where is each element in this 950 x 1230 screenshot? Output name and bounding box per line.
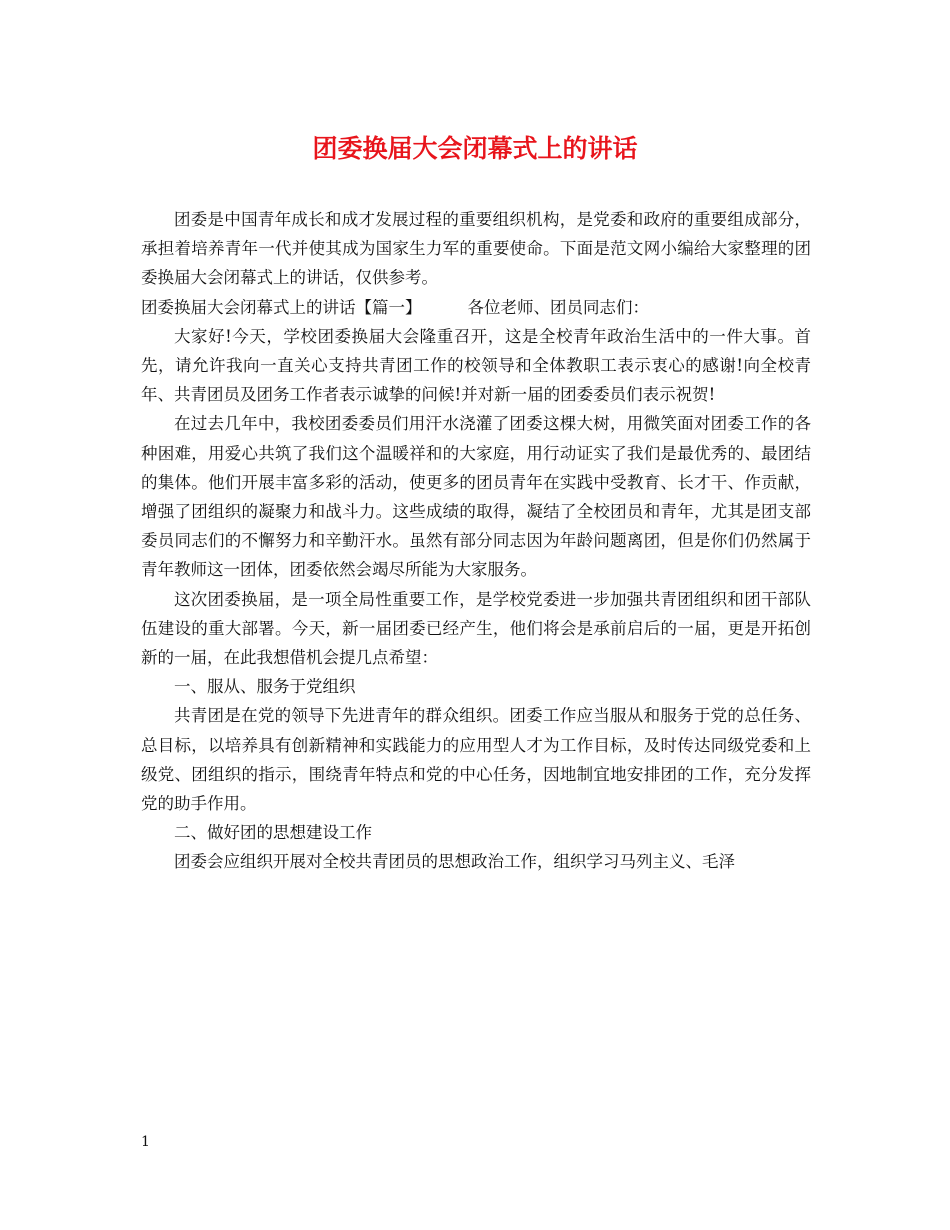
subheading: 二、做好团的思想建设工作 (174, 823, 372, 843)
body-paragraph: 这次团委换届，是一项全局性重要工作，是学校党委进一步加强共青团组织和团干部队伍建设的重大部署。今天，新一届团委已经产生，他们将会是承前启后的一届，更是开拓创新的一届，在此我想借机会提几点希望： (141, 589, 811, 668)
subheading: 一、服从、服务于党组织 (174, 677, 356, 697)
body-paragraph: 共青团是在党的领导下先进青年的群众组织。团委工作应当服从和服务于党的总任务、总目标，以培养具有创新精神和实践能力的应用型人才为工作目标，及时传达同级党委和上级党、团组织的指示，围绕青年特点和党的中心任务，因地制宜地安排团的工作，充分发挥党的助手作用。 (141, 706, 811, 814)
document-body (141, 205, 811, 877)
heading-spacer (422, 293, 468, 322)
page-number: 1 (141, 1134, 150, 1150)
salutation: 各位老师、团员同志们： (467, 297, 649, 317)
document-title: 团委换届大会闭幕式上的讲话 (312, 134, 638, 163)
section-heading-line (141, 293, 811, 322)
intro-paragraph: 团委是中国青年成长和成才发展过程的重要组织机构，是党委和政府的重要组成部分，承担着培养青年一代并使其成为国家生力军的重要使命。下面是范文网小编给大家整理的团委换届大会闭幕式上的讲话，仅供参考。 (141, 210, 811, 288)
body-paragraph: 在过去几年中，我校团委委员们用汗水浇灌了团委这棵大树，用微笑面对团委工作的各种困难，用爱心共筑了我们这个温暖祥和的大家庭，用行动证实了我们是最优秀的、最团结的集体。他们开展丰富多彩的活动，使更多的团员青年在实践中受教育、长才干、作贡献，增强了团组织的凝聚力和战斗力。这些成绩的取得，凝结了全校团员和青年，尤其是团支部委员同志们的不懈努力和辛勤汗水。虽然有部分同志因为年龄问题离团，但是你们仍然属于青年教师这一团体，团委依然会竭尽所能为大家服务。 (141, 414, 811, 580)
body-paragraph: 大家好!今天，学校团委换届大会隆重召开，这是全校青年政治生活中的一件大事。首先，请允许我向一直关心支持共青团工作的校领导和全体教职工表示衷心的感谢!向全校青年、共青团员及团务工作者表示诚挚的问候!并对新一届的团委委员们表示祝贺! (141, 326, 811, 405)
body-paragraph: 团委会应组织开展对全校共青团员的思想政治工作，组织学习马列主义、毛泽 (174, 852, 735, 872)
section-heading: 团委换届大会闭幕式上的讲话【篇一】 (141, 297, 422, 317)
